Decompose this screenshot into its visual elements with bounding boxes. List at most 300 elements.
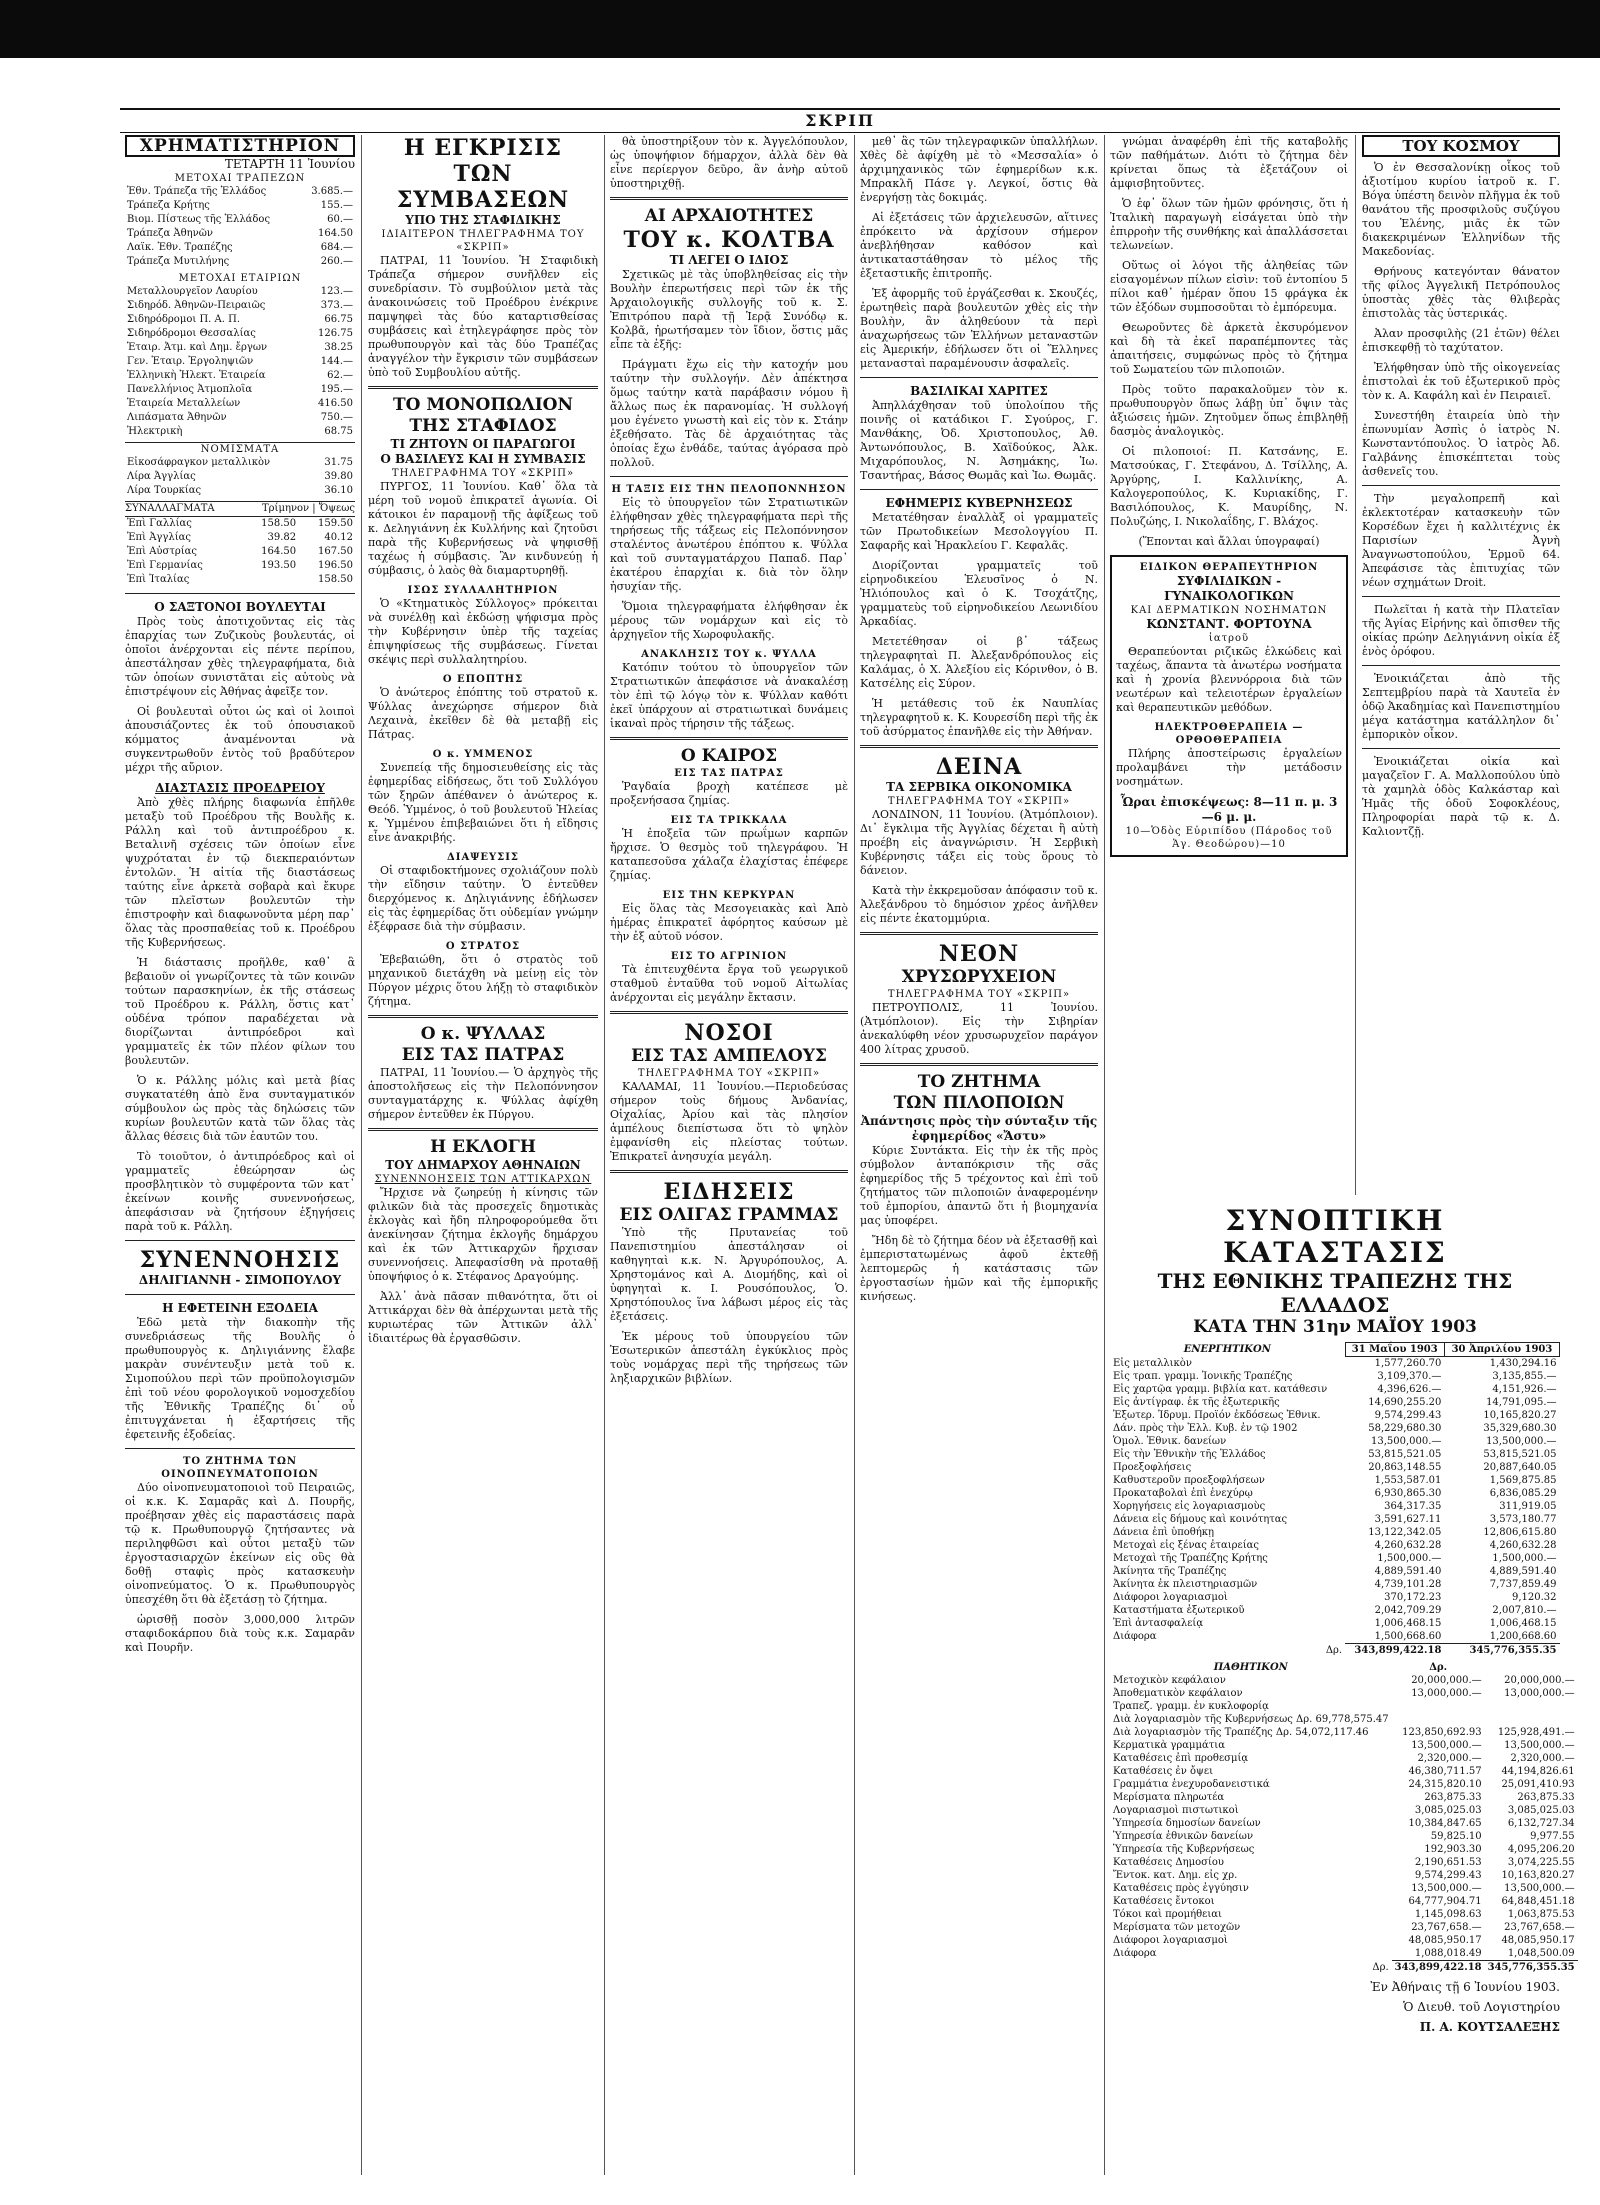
article-text: ΚΑΛΑΜΑΙ, 11 Ἰουνίου.—Περιοδεύσας σήμερον τοὺς δήμους Ἀνδανίας, Οἰχαλίας, Ἀρίου καὶ τὰς πλησίον ἀμπέλους διεπίστωσα ὅτι τὸ ψηλὸν ἐμφανίσθη εἰς πλείστας τούτων. Ἐπικρατεῖ ἀνησυχία μεγάλη. [610,1080,848,1163]
article-text: Κατόπιν τούτου τὸ ὑπουργεῖον τῶν Στρατιωτικῶν ἀπεφάσισε νὰ ἀνακαλέσῃ τὸν ἐπὶ τῷ λόγῳ τὸν κ. Ψύλλαν καθότι ἐκεῖ ὑπάρχουν αἱ στρατιωτικαὶ δυνάμεις ἱκαναὶ πρὸς τήρησιν τῆς τάξεως. [610,661,848,730]
coin-row [125,484,355,498]
company-row-name: Ἑταιρεία Μεταλλείων [127,398,241,409]
passive-row [1110,1895,1578,1908]
currency-label: Δρ. [1429,1662,1448,1673]
heading-ymmenos: Ο κ. ΥΜΜΕΝΟΣ [432,749,534,760]
active-row [1110,1526,1560,1539]
exchange-row-a: 158.50 [261,518,297,529]
heading-eidiseis: ΕΙΔΗΣΕΙΣ [663,1179,795,1205]
share-row-name: Βιομ. Πίστεως τῆς Ἑλλάδος [127,214,271,225]
active-row-name: Εἰς τὴν Ἐθνικὴν τῆς Ἑλλάδος [1113,1449,1266,1460]
active-row-a: 6,930,865.30 [1374,1488,1442,1499]
black-top-bar [0,0,1600,58]
exchange-row-a: 39.82 [267,532,297,543]
active-row-b: 6,836,085.29 [1489,1488,1557,1499]
active-row-a: 4,260,632.28 [1374,1540,1442,1551]
heading-arxaiotites: ΑΙ ΑΡΧΑΙΟΤΗΤΕΣ [644,206,814,226]
company-row [125,285,355,299]
article-text: Θεωροῦντες δὲ ἀρκετὰ ἐκσυρόμενον καὶ δὴ τὰ ἐκεῖ παραπέμποντες τὰς ἀπαιτήσεις, συμφώνως πρὸς τὸ ζήτημα τοῦ Σωματείου τῶν πιλοποιῶν. [1110,321,1348,376]
active-row-a: 1,553,587.01 [1374,1475,1442,1486]
share-row-price: 155.— [320,200,353,211]
ad-line2: ΚΑΙ ΔΕΡΜΑΤΙΚΩΝ ΝΟΣΗΜΑΤΩΝ [1130,605,1328,616]
heading-attikarxon: ΣΥΝΕΝΝΟΗΣΕΙΣ ΤΩΝ ΑΤΤΙΚΑΡΧΩΝ [374,1174,592,1185]
article-text: Ἐδῶ μετὰ τὴν διακοπὴν τῆς συνεδριάσεως τῆς Βουλῆς ὁ πρωθυπουργὸς κ. Δηλιγιάννης ἔλαβε μακρὰν συνέντευξιν μετὰ τοῦ κ. Σιμοπούλου περὶ τῶν προϋπολογισμῶν ἐπὶ τοῦ νέου φορολογικοῦ νομοσχεδίου τῆς Ἐθνικῆς Τραπέζης δι᾽ οὗ ἐπιτυγχάνεται ἡ ἐξαρτήσεις τῆς ἐφετεινῆς ἐξοδείας. [125,1316,355,1441]
exchange-title: ΣΥΝΑΛΛΑΓΜΑΤΑ [125,503,215,514]
passive-row-name: Λογαριασμοὶ πιστωτικοὶ [1113,1805,1239,1816]
company-row-name: Μεταλλουργεῖον Λαυρίου [127,286,258,297]
exchange-header: Τρίμηνον | Ὄψεως [261,503,355,514]
heading-diapseysis: ΔΙΑΨΕΥΣΙΣ [447,852,519,863]
bank-title: ΣΥΝΟΠΤΙΚΗ ΚΑΤΑΣΤΑΣΙΣ [1223,1204,1447,1269]
active-row-a: 13,122,342.05 [1368,1527,1442,1538]
passive-row-b: 48,085,950.17 [1501,1935,1575,1946]
active-row-name: Εἰς τραπ. γραμμ. Ἰονικῆς Τραπέζης [1113,1371,1293,1382]
passive-row-name: Μερίσματα τῶν μετοχῶν [1113,1922,1241,1933]
passive-row [1110,1817,1578,1830]
heading-epoptis: Ο ΕΠΟΠΤΗΣ [442,674,524,685]
active-row-b: 1,200,668.60 [1489,1631,1557,1642]
passive-row-a: 1,145,098.63 [1414,1909,1482,1920]
active-row-a: 1,500,000.— [1377,1553,1442,1564]
active-row-b: 311,919.05 [1499,1501,1557,1512]
passive-row-name: Τραπεζ. γραμμ. ἐν κυκλοφορίᾳ [1113,1701,1269,1712]
active-row-name: Ἐξωτερ. Ἰδρυμ. Προϊόν ἐκδόσεως Ἐθνικ. [1113,1410,1321,1421]
article-text: Ἐξ ἀφορμῆς τοῦ ἐργάζεσθαι κ. Σκουζές, ἐρωτηθεὶς παρὰ βουλευτῶν χθὲς εἰς τὴν Βουλὴν, ἂν ἀληθεύουν τὰ περὶ ἀναχωρήσεως τῶν Ἑλλήνων μεταναστῶν εἰς Ἀμερικήν, ἐδήλωσεν ὅτι οἱ Ἕλληνες μετανασταὶ παραμένουσιν ἀσφαλεῖς. [860,287,1098,370]
active-row-a: 1,500,668.60 [1374,1631,1442,1642]
heading-neon: ΝΕΟΝ [938,941,1020,967]
article-text: Ἐνοικιάζεται ἀπὸ τῆς Σεπτεμβρίου παρὰ τὰ Χαυτεῖα ἐν ὁδῷ Ἀκαδημίας καὶ Πανεπιστημίου μέγα κατάστημα κατάλληλον δι᾽ ἐμπορικὸν οἶκον. [1362,672,1560,741]
heading-deina: ΔΕΙΝΑ [935,754,1023,780]
company-row-price: 416.50 [318,398,353,409]
passive-row-name: Ὑπηρεσία τῆς Κυβερνήσεως [1113,1844,1255,1855]
company-row-price: 66.75 [324,314,353,325]
active-row-name: Διάφοροι λογαριασμοὶ [1113,1592,1228,1603]
article-text: Αἱ ἐξετάσεις τῶν ἀρχιελευσῶν, αἵτινες ἐπρόκειτο νὰ ἀρχίσουν σήμερον ἀνεβλήθησαν καθόσον καὶ ἀντικαταστάθησαν τὸ μέλος τῆς ἐξεταστικῆς ἐπιτροπῆς. [860,211,1098,280]
passive-row [1110,1934,1578,1947]
article-text: ΠΕΤΡΟΥΠΟΛΙΣ, 11 Ἰουνίου. (Ἀτμόπλοιον). Εἰς τὴν Σιβηρίαν ἀνεκαλύφθη νέον χρυσωρυχεῖον παράγον 400 λίτρας χρυσοῦ. [860,1001,1098,1056]
active-row [1110,1500,1560,1513]
active-row-name: Ἐπὶ ἀντασφαλείᾳ [1113,1618,1204,1629]
share-row-name: Τράπεζα Μυτιλήνης [127,256,230,267]
company-row [125,355,355,369]
active-total-a: 343,899,422.18 [1345,1644,1444,1658]
company-row-name: Ἑλληνικὴ Ἠλεκτ. Ἑταιρεία [127,370,266,381]
share-row-name: Ἐθν. Τράπεζα τῆς Ἑλλάδος [127,186,267,197]
active-row-a: 4,739,101.28 [1374,1579,1442,1590]
passive-row-b: 263,875.33 [1517,1792,1575,1803]
heading-ampelous: ΕΙΣ ΤΑΣ ΑΜΠΕΛΟΥΣ [631,1046,827,1066]
active-total-label: Δρ. [1325,1644,1343,1656]
passive-row [1110,1739,1578,1752]
passive-row-name: Καταθέσεις ἐπὶ προθεσμίᾳ [1113,1753,1249,1764]
company-row-price: 373.— [320,300,353,311]
share-row-price: 684.— [320,242,353,253]
exchange-row-name: Ἐπὶ Ἰταλίας [127,574,190,585]
article-text: γνώμαι ἀναφέρθη ἐπὶ τῆς καταβολῆς τῶν παθήμάτων. Διότι τὸ ζήτημα δὲν κρίνεται ὅπως τὰ ἐξετάζουν οἱ ἀμφισβητοῦντες. [1110,135,1348,190]
active-row-b: 1,569,875.85 [1489,1475,1557,1486]
active-row-a: 1,577,260.70 [1374,1358,1442,1369]
passive-row-b [1485,1700,1578,1713]
active-row-b: 53,815,521.05 [1483,1449,1557,1460]
passive-row-name: Ὑπηρεσία δημοσίων δανείων [1113,1818,1261,1829]
passive-row [1110,1804,1578,1817]
telegram-sub: ΤΗΛΕΓΡΑΦΗΜΑ ΤΟΥ «ΣΚΡΙΠ» [887,796,1071,807]
article-text: Πρὸς τοῦτο παρακαλοῦμεν τὸν κ. πρωθυπουργὸν ὅπως λάβῃ ὑπ᾽ ὄψιν τὰς ἀξιώσεις ἡμῶν. Ζητοῦμεν ὅπως ἐπιβληθῇ δασμὸς ἀναλογικὸς. [1110,383,1348,438]
passive-total-a: 343,899,422.18 [1392,1961,1485,1975]
passive-row [1110,1830,1578,1843]
passive-row-a: 13,000,000.— [1411,1688,1482,1699]
passive-row-b: 20,000,000.— [1504,1675,1575,1686]
passive-total-b: 345,776,355.35 [1485,1961,1578,1975]
passive-row [1110,1791,1578,1804]
passive-row-a: 48,085,950.17 [1408,1935,1482,1946]
passive-row [1110,1765,1578,1778]
passive-row [1110,1882,1578,1895]
passive-row-name: Διάφορα [1113,1948,1157,1959]
company-row-name: Σιδηρόδρομοι Θεσσαλίας [127,328,256,339]
active-row-b: 1,006,468.15 [1489,1618,1557,1629]
active-row-name: Εἰς ἀντίγραφ. ἐκ τῆς ἐξωτερικῆς [1113,1397,1280,1408]
article-text: Οἱ σταφιδοκτήμονες σχολιάζουν πολὺ τὴν εἴδησιν ταύτην. Ὁ ἐντεῦθεν διερχόμενος κ. Δηλιγιάννης ἐδήλωσεν εἰς τὰς ἐφημερίδας ὅτι οὐδεμίαν γνώμην ἐξέφρασε διὰ τὴν σύμβασιν. [368,864,598,933]
exchange-row-b: 158.50 [318,574,353,585]
heading-stratos: Ο ΣΤΡΑΤΟΣ [445,941,521,952]
companies-table [125,285,355,439]
passive-row-name: Τόκοι καὶ προμήθειαι [1113,1909,1222,1920]
active-row-b: 10,165,820.27 [1483,1410,1557,1421]
active-row-name: Διάφορα [1113,1631,1157,1642]
article-text: Ἤρχισε νὰ ζωηρεύῃ ἡ κίνησις τῶν φιλικῶν διὰ τὰς προσεχεῖς δημοτικὰς ἐκλογὰς καὶ ἤδη πληροφορούμεθα ὅτι ἀνεκίνησαν ζήτημα ἐκλογῆς δημάρχου καὶ ἐκ τῶν Ἀττικαρχῶν ἤρχισαν συνεννοήσεις. Ἀπεφασίσθη νὰ προταθῇ ὑποψήφιος ὁ κ. Στέφανος Δραγούμης. [368,1186,598,1283]
article-text: Πρὸς τοὺς ἀποτιχοῦντας εἰς τὰς ἐπαρχίας των Ζυζικοὺς βουλευτάς, οἱ ὁποῖοι ἀνέρχονται εἰς πέντε περίπου, ἀπεστάλησαν χθὲς τηλεγραφήματα, διὰ τῶν ὁποίων συνιστᾶται εἰς αὐτοὺς νὰ ἐπιστρέψουν εἰς Ἀθήνας ἀφεῖξε τον. [125,615,355,698]
exchange-row [125,545,355,559]
column-divider [604,135,605,2175]
company-row-price: 62.— [327,370,353,381]
article-text: Ὁ ἐν Θεσσαλονίκῃ οἶκος τοῦ ἀξιοτίμου κυρίου ἰατροῦ κ. Γ. Βόγα ὑπέστη δεινὸν πλῆγμα ἐκ τοῦ θανάτου τῆς προσφιλοῦς συζύγου του Ἑλένης, μιᾶς ἐκ τῶν διακεκριμένων Ἑλληνίδων τῆς Μακεδονίας. [1362,161,1560,258]
heading-eklogi: Η ΕΚΛΟΓΗ [430,1137,536,1157]
article-text: Ἐνοικιάζεται οἰκία καὶ μαγαζεῖον Γ. Α. Μαλλοπούλου ὑπὸ τὰ χαμηλὰ ὁδὸς Καλκάσταρ καὶ Ἡμᾶς τῆς ὁδοῦ Σοφοκλέους, Πληροφορίαι παρὰ τῷ κ. Δ. Καλιοντζῇ. [1362,755,1560,838]
company-row-name: Σιδηρόδρομοι Π. Α. Π. [127,314,240,325]
passive-title: ΠΑΘΗΤΙΚΟΝ [1213,1662,1288,1673]
share-row-price: 60.— [327,214,353,225]
article-text: Μετετέθησαν οἱ β᾽ τάξεως τηλεγραφηταὶ Π. Ἀλεξανδρόπουλος εἰς Καλάμας, ὁ Χ. Ἀλεξίου εἰς Κόρινθον, ὁ Β. Κατσέλης εἰς Σύρον. [860,635,1098,690]
signer-role: Ὁ Διευθ. τοῦ Λογιστηρίου [1403,2000,1560,2014]
active-row-name: Ἀκίνητα τῆς Τραπέζης [1113,1566,1227,1577]
masthead: ΣΚΡΙΠ [120,108,1560,133]
heading-koltva: ΤΟΥ κ. ΚΟΛΤΒΑ [623,227,835,253]
share-row-price: 3.685.— [311,186,353,197]
place-date: Ἐν Ἀθήναις τῇ 6 Ἰουνίου 1903. [1370,1980,1560,1994]
article-text: Τὸ τοιοῦτον, ὁ ἀντιπρόεδρος καὶ οἱ γραμματεῖς ἐθεώρησαν ὡς προσβλητικὸν τὸ συμφέροντα τῶν κατ᾽ ἐκείνων κοινῆς συνεννοήσεως, ἀπεφάσισαν νὰ ζητήσουν ἐξηγήσεις παρὰ τοῦ κ. Ράλλη. [125,1150,355,1233]
article-text: Τὴν μεγαλοπρεπῆ καὶ ἐκλεκτοτέραν κατασκευὴν τῶν Κορσέδων ἔχει ἡ καλλιτέχνις ἐκ Παρισίων Ἀγνὴ Ἀναγνωστοπούλου, Ἑρμοῦ 64. Ἀπεφάσισε τὰς ἐπιτυχίας τῶν νέων σχημάτων Droit. [1362,492,1560,589]
active-row-name: Καθυστεροῦν προεξοφλήσεων [1113,1475,1265,1486]
heading-kyvernisis: ΕΦΗΜΕΡΙΣ ΚΥΒΕΡΝΗΣΕΩΣ [885,496,1073,510]
active-row-name: Δάνεια εἰς δήμους καὶ κοινότητας [1113,1514,1288,1525]
passive-row-name: Ἔντοκ. κατ. Δημ. εἰς χρ. [1113,1870,1238,1881]
active-row [1110,1448,1560,1461]
share-row [125,213,355,227]
exchange-row [125,573,355,587]
coin-row [125,456,355,470]
active-row [1110,1487,1560,1500]
heading-taxeis: Η ΤΑΞΙΣ ΕΙΣ ΤΗΝ ΠΕΛΟΠΟΝΝΗΣΟΝ [611,484,847,495]
heading-kerkyra: ΕΙΣ ΤΗΝ ΚΕΡΚΥΡΑΝ [662,890,796,901]
passive-row [1110,1674,1578,1687]
column-divider [361,135,362,2175]
coin-row-name: Εἰκοσάφραγκον μεταλλικὸν [127,457,271,468]
active-row-b: 13,500,000.— [1486,1436,1557,1447]
exchange-row-b: 159.50 [318,518,353,529]
article-text: Ὅμοια τηλεγραφήματα ἐλήφθησαν ἐκ μέρους τῶν νομάρχων καὶ εἰς τὸ ἀρχηγεῖον τῆς Χωροφυλακῆς. [610,600,848,641]
active-row [1110,1435,1560,1448]
signer-name: Π. Α. ΚΟΥΤΣΑΛΕΞΗΣ [1419,2020,1560,2034]
telegram-sub: ΙΔΙΑΙΤΕΡΟΝ ΤΗΛΕΓΡΑΦΗΜΑ ΤΟΥ «ΣΚΡΙΠ» [381,229,585,253]
company-row [125,425,355,439]
article-text: Ἐκ μέρους τοῦ ὑπουργείου τῶν Ἐσωτερικῶν ἀπεστάλη ἐγκύκλιος πρὸς τοὺς νομάρχας περὶ τῆς τηρήσεως τῶν ληξιαρχικῶν βιβλίων. [610,1330,848,1385]
company-row-price: 195.— [320,384,353,395]
active-row-a: 14,690,255.20 [1368,1397,1442,1408]
company-row [125,369,355,383]
active-row-name: Δάν. πρὸς τὴν Ἑλλ. Κυβ. ἐν τῷ 1902 [1113,1423,1298,1434]
passive-row-name: Καταθέσεις ἐν ὄψει [1113,1766,1214,1777]
column-divider [854,135,855,2175]
passive-row-b: 3,074,225.55 [1507,1857,1575,1868]
exchange-row-b: 196.50 [318,560,353,571]
active-row-b: 9,120.32 [1511,1592,1557,1603]
passive-row-b: 10,163,820.27 [1501,1870,1575,1881]
passive-row [1110,1908,1578,1921]
heading-agrinio: ΕΙΣ ΤΟ ΑΓΡΙΝΙΟΝ [670,951,788,962]
market-date: ΤΕΤΑΡΤΗ 11 Ἰουνίου [224,157,355,171]
column-3 [610,135,848,2175]
active-row [1110,1513,1560,1526]
active-row-name: Μετοχαὶ τῆς Τραπέζης Κρήτης [1113,1553,1268,1564]
active-row [1110,1383,1560,1396]
market-title: ΧΡΗΜΑΤΙΣΤΗΡΙΟΝ [125,135,355,157]
passive-row-name: Ἀποθεματικὸν κεφάλαιον [1113,1688,1243,1699]
article-text: Συνεστήθη ἐταιρεία ὑπὸ τὴν ἐπωνυμίαν Ἀσπὶς ὁ ἰατρὸς Ν. Κωνσταντόπουλος. Ὁ ἰατρὸς Ἀδ. Γαλβάνης ἐπισκέπτεται τοὺς ἀσθενεῖς του. [1362,409,1560,478]
article-text: Εἰς τὸ ὑπουργεῖον τῶν Στρατιωτικῶν ἐλήφθησαν χθὲς τηλεγραφήματα περὶ τῆς τηρήσεως τῆς τάξεως εἰς Πελοπόννησον σταλέντος ἀνωτέρου ἐπόπτου κ. Ψύλλα καὶ τοῦ συνταγματάρχου Παπαδ. Παρ᾽ ἑκατέρου ἐπαρχίαι κ. διὰ τὸν ὅλην ἡσυχίαν τῆς. [610,496,848,593]
exchange-table [125,517,355,587]
active-row-name: Δάνεια ἐπὶ ὑποθήκῃ [1113,1527,1215,1538]
active-row-b: 1,500,000.— [1492,1553,1557,1564]
passive-row-b: 6,132,727.34 [1507,1818,1575,1829]
active-row [1110,1422,1560,1435]
article-text: Ἤδη δὲ τὸ ζήτημα δέον νὰ ἐξετασθῇ καὶ ἐμπεριστατωμένως ἀφοῦ ἐκτεθῇ λεπτομερῶς ἡ κατάστασις τῶν ἐργοστασίων ἡμῶν καὶ τῆς ἐμπορικῆς κινήσεως. [860,1234,1098,1303]
active-row-a: 13,500,000.— [1370,1436,1442,1447]
active-row-b: 4,151,926.— [1492,1384,1557,1395]
active-row-b: 14,791,095.— [1486,1397,1557,1408]
coin-row-name: Λίρα Ἀγγλίας [127,471,196,482]
active-row-b: 3,573,180.77 [1489,1514,1557,1525]
passive-row-a: 9,574,299.43 [1414,1870,1482,1881]
telegram-sub: ΤΗΛΕΓΡΑΦΗΜΑ ΤΟΥ «ΣΚΡΙΠ» [391,468,575,479]
active-row [1110,1370,1560,1383]
passive-row [1110,1869,1578,1882]
coins-table [125,456,355,498]
coin-row-price: 36.10 [324,485,353,496]
company-row-name: Λιπάσματα Ἀθηνῶν [127,412,227,423]
passive-row-b: 9,977.55 [1530,1831,1575,1842]
company-row-price: 126.75 [318,328,353,339]
company-row-price: 750.— [320,412,353,423]
active-row [1110,1539,1560,1552]
company-row [125,327,355,341]
passive-row [1110,1752,1578,1765]
active-row-name: Προεξοφλήσεις [1113,1462,1192,1473]
exchange-row-b: 40.12 [324,532,353,543]
active-row-b: 7,737,859.49 [1489,1579,1557,1590]
article-text: Ὁ κ. Ράλλης μόλις καὶ μετὰ βίας συγκατατέθη ἀπὸ ἕνα συνταγματικόν σύμβουλον ὡς πρὸς τὰς δηλώσεις τῶν κυρίων βουλευτῶν κατὰ τῶν ὅλας τὰς ἄλλας θέσεις διὰ τῶν ἑαυτῶν του. [125,1074,355,1143]
active-row-a: 3,591,627.11 [1374,1514,1442,1525]
active-row-name: Μετοχαὶ εἰς ξένας ἐταιρείας [1113,1540,1259,1551]
passive-row [1110,1856,1578,1869]
heading-servika: ΤΑ ΣΕΡΒΙΚΑ ΟΙΚΟΝΟΜΙΚΑ [886,780,1072,794]
heading-proedreia: ΔΙΑΣΤΑΣΙΣ ΠΡΟΕΔΡΕΙΟΥ [155,781,325,795]
company-row-name: Ἑταιρ. Ἀτμ. καὶ Δημ. ἔργων [127,342,268,353]
company-row-price: 38.25 [324,342,353,353]
article-text: Ἀπὸ χθὲς πλήρης διαφωνία ἐπῆλθε μεταξὺ τοῦ Προέδρου τῆς Βουλῆς κ. Ράλλη καὶ τοῦ ἀντιπροέδρου κ. Βεταλινῆ σχέσεις τῶν ὁποίων εἶνε ψυχρόταται ἐν τῷ διεκπεραιόντων ἐντολῶν. Ἡ αἰτία τῆς διαστάσεως ταύτης εἶνε ἀρκετὰ σοβαρὰ καὶ ἔκυρε τῶν πλεῖστων βουλευτῶν τὴν ἐπιστροφὴν καὶ διαφωνοῦντα μέρη παρ᾽ ὅλας τὰς προσπαθείας τοῦ κ. Προέδρου τῆς Κυβερνήσεως. [125,796,355,949]
heading-symvaseon: ΤΩΝ ΣΥΜΒΑΣΕΩΝ [396,161,570,213]
company-row-price: 123.— [320,286,353,297]
ad-title: ΕΙΔΙΚΟΝ ΘΕΡΑΠΕΥΤΗΡΙΟΝ [1139,562,1319,573]
article-text: ΠΑΤΡΑΙ, 11 Ἰουνίου. Ἡ Σταφιδικὴ Τράπεζα σήμερον συνῆλθεν εἰς συνεδρίασιν. Τὸ συμβούλιον μετὰ τὰς ἀνακοινώσεις τοῦ Προέδρου ἐνέκρινε παμψηφεὶ τὰς δύο καταρτισθείσας συμβάσεις καὶ ἐτηλεγράφησε πρὸς τὸν πρωθυπουργὸν καὶ τὰς δύο Τραπέζας ἀναγγέλον τὴν ἔγκρισιν τῶν συμβάσεων ὑπὸ τοῦ Συμβουλίου αὐτῆς. [368,254,598,379]
passive-row-b: 2,320,000.— [1510,1753,1575,1764]
heading-monopolion: ΤΟ ΜΟΝΟΠΩΛΙΟΝ [392,395,574,415]
passive-row [1110,1713,1578,1726]
exchange-row [125,559,355,573]
passive-row-b: 13,500,000.— [1504,1740,1575,1751]
article-text: Ἡ ἐποξεῖα τῶν πρωΐμων καρπῶν ἤρχισε. Ὁ θεσμὸς τοῦ τηλεγράφου. Ἡ καταπεσοῦσα χάλαζα ἐλαχίστας ἐπέφερε ζημίας. [610,827,848,882]
active-row-a: 58,229,680.30 [1368,1423,1442,1434]
passive-row [1110,1921,1578,1934]
article-text: Ἀλλ᾽ ἀνὰ πᾶσαν πιθανότητα, ὅτι οἱ Ἀττικάρχαι δὲν θὰ ἀπέρχωνται μετὰ τῆς κυριωτέρας τῶν Ἀττικῶν ἀλλ᾽ ἰδιαιτέρως θὰ ἐργασθῶσιν. [368,1290,598,1345]
company-row [125,313,355,327]
exchange-row-name: Ἐπὶ Αὐστρίας [127,546,198,557]
active-row [1110,1461,1560,1474]
company-row [125,397,355,411]
article-text: ΛΟΝΔΙΝΟΝ, 11 Ἰουνίου. (Ἀτμόπλοιον). Δι᾽ ἔγκλιμα τῆς Ἀγγλίας δέχεται ἢ αὐτὴ προέβη εἰς ἀναγνώρισιν. Ἡ Σερβικὴ Κυβέρνησις τάξει εἰς τοὺς ὅρους τὸ δάνειον. [860,808,1098,877]
passive-row [1110,1726,1578,1739]
article-text: Ὁ ἐφ᾽ ὅλων τῶν ἡμῶν φρόνησις, ὅτι ἡ Ἰταλικὴ παραγωγὴ εἰσάγεται ὑπὸ τὴν ἐπιρροὴν τῆς συνθήκης καὶ ἀπαλλάσσεται τελωνείων. [1110,197,1348,252]
passive-row-a: 46,380,711.57 [1408,1766,1482,1777]
article-text: ΠΥΡΓΟΣ, 11 Ἰουνίου. Καθ᾽ ὅλα τὰ μέρη τοῦ νομοῦ ἐπικρατεῖ ἀγωνία. Οἱ κάτοικοι ἐν παραμονῇ τῆς ἀφίξεως τοῦ κ. Δεληγιάννη ἐκ Κυλλήνης καὶ ζητοῦσι παρὰ τῆς Κυβερνήσεως νὰ ψηφισθῇ ταχέως ἡ σύμβασις. Ἂν κινδυνεύῃ ἡ σύμβασις, ὁ λαὸς θὰ διαμαρτυρηθῇ. [368,480,598,577]
passive-row-name: Ὑπηρεσία ἐθνικῶν δανείων [1113,1831,1254,1842]
active-row-name: Χορηγήσεις εἰς λογαριασμοὺς [1113,1501,1266,1512]
passive-row-a: 2,320,000.— [1417,1753,1482,1764]
company-row [125,341,355,355]
passive-row-b: 64,848,451.18 [1501,1896,1575,1907]
passive-row-a: 24,315,820.10 [1408,1779,1482,1790]
passive-row-a: 2,190,651.53 [1414,1857,1482,1868]
article-text: Ῥαγδαία βροχὴ κατέπεσε μὲ προξενήσασα ζημίας. [610,780,848,807]
passive-row [1110,1947,1578,1961]
section-title-kosmos: ΤΟΥ ΚΟΣΜΟΥ [1362,135,1560,157]
share-row-name: Λαϊκ. Ἐθν. Τραπέζης [127,242,233,253]
share-row-name: Τράπεζα Ἀθηνῶν [127,228,213,239]
share-row-name: Τράπεζα Κρήτης [127,200,210,211]
heading-dimarxou: ΤΟΥ ΔΗΜΑΡΧΟΥ ΑΘΗΝΑΙΩΝ [385,1158,581,1172]
heading-legei: ΤΙ ΛΕΓΕΙ Ο ΙΔΙΟΣ [669,253,789,267]
column-1 [125,135,355,2175]
ad-text: Θεραπεύονται ριζικῶς ἐλκώδεις καὶ ταχέως, ἅπαντα τὰ ἀνωτέρω νοσήματα καὶ ἡ χρονία βλεννόρροια διὰ τῶν νεωτέρων καὶ τελειοτέρων ἐργαλείων καὶ θεραπευτικῶν μεθόδων. [1116,645,1342,714]
heading-oinop: ΤΟ ΖΗΤΗΜΑ ΤΩΝ ΟΙΝΟΠΝΕΥΜΑΤΟΠΟΙΩΝ [161,1456,319,1480]
heading-syn-sub: ΔΗΛΙΓΙΑΝΝΗ - ΣΙΜΟΠΟΥΛΟΥ [138,1273,342,1287]
article-text: Ὑπὸ τῆς Πρυτανείας τοῦ Πανεπιστημίου ἀπεστάλησαν οἱ καθηγηταὶ κ.κ. Ν. Ἀργυρόπουλος, Α. Χρηστομάνος καὶ Α. Διομήδης, καὶ οἱ ὑφηγηταὶ κ. Ι. Ρουσόπουλος, Ὁ. Χρηστόπουλος ἵνα λάβωσι μέρος εἰς τὰς ἐξετάσεις. [610,1226,848,1323]
heading-zitoun: ΤΙ ΖΗΤΟΥΝ ΟΙ ΠΑΡΑΓΩΓΟΙ [390,437,576,451]
exchange-row [125,517,355,531]
heading-exodeia: Η ΕΦΕΤΕΙΝΗ ΕΞΟΔΕΙΑ [162,1301,318,1315]
active-row [1110,1604,1560,1617]
coins-title: ΝΟΜΙΣΜΑΤΑ [125,442,355,456]
passive-row [1110,1778,1578,1791]
active-row-a: 1,006,468.15 [1374,1618,1442,1629]
company-row-name: Ἠλεκτρικὴ [127,426,183,437]
article-text: Ἐλήφθησαν ὑπὸ τῆς οἰκογενείας ἐπιστολαὶ ἐκ τοῦ ἐξωτερικοῦ πρὸς τὸν κ. Α. Καφάλη καὶ ἐν Πειραιεῖ. [1362,361,1560,402]
ad-address: 10—Ὁδὸς Εὐριπίδου (Πάροδος τοῦ Ἁγ. Θεοδώρου)—10 [1125,826,1333,850]
article-text: Εἰς ὅλας τὰς Μεσογειακὰς καὶ Ἀπὸ ἡμέρας ἐπικρατεῖ ἀφόρητος καύσων μὲ τὴν ἐξ αὐτοῦ νόσον. [610,902,848,943]
article-text: Διορίζονται γραμματεῖς τοῦ εἰρηνοδικείου Ἑλευσῖνος ὁ Ν. Ἠλιόπουλος καὶ ὁ Κ. Τσοχάτζης, γραμματεὺς τοῦ εἰρηνοδικείου Λεωνιδίου Ἀρκαδίας. [860,559,1098,628]
active-row [1110,1474,1560,1487]
heading-xarites: ΒΑΣΙΛΙΚΑΙ ΧΑΡΙΤΕΣ [910,384,1048,398]
article-text: Ὁ ἀνώτερος ἐπόπτης τοῦ στρατοῦ κ. Ψύλλας ἀνεχώρησε σήμερον διὰ Λεχαινὰ, ἐκεῖθεν δὲ θὰ μεταβῇ εἰς Πάτρας. [368,686,598,741]
passive-row [1110,1687,1578,1700]
heading-trikala: ΕΙΣ ΤΑ ΤΡΙΚΚΑΛΑ [670,815,788,826]
col-header-a: 31 Μαΐου 1903 [1345,1343,1444,1357]
active-row-b: 3,135,855.— [1492,1371,1557,1382]
article-text: Ἡ μετάθεσις τοῦ ἐκ Ναυπλίας τηλεγραφητοῦ κ. Κ. Κουρεσίδη περὶ τῆς ἐκ τοῦ ἀσύρματος ἐπανῆλθε εἰς τὴν Ἀθήναν. [860,697,1098,738]
passive-row-a: 64,777,904.71 [1408,1896,1482,1907]
share-row [125,255,355,269]
company-row-name: Γεν. Ἑταιρ. Ἐργοληψιῶν [127,356,254,367]
passive-row-name: Διὰ λογαριασμὸν τῆς Τραπέζης Δρ. 54,072,117.46 [1113,1727,1369,1738]
heading-zitima: ΤΟ ΖΗΤΗΜΑ [917,1072,1041,1092]
heading-oligas: ΕΙΣ ΟΛΙΓΑΣ ΓΡΑΜΜΑΣ [619,1205,839,1225]
active-row-a: 370,172.23 [1384,1592,1442,1603]
coin-row-price: 39.80 [324,471,353,482]
exchange-row-a [241,573,298,587]
passive-row-a: 59,825.10 [1430,1831,1482,1842]
passive-row [1110,1843,1578,1856]
passive-row-a: 20,000,000.— [1411,1675,1482,1686]
active-row-b: 1,430,294.16 [1489,1358,1557,1369]
article-text: Κύριε Συντάκτα. Εἰς τὴν ἐκ τῆς πρὸς σύμβολον ἀνταπόκρισιν τῆς σᾶς ἐφημερίδος τῆς 5 τρέχοντος καὶ ἐπὶ τοῦ ζητήματος τῶν πιλοποιῶν ἀναφερομένην τοῦ ἐμπορίου, ἀπαντῶ ὅτι ἡ βιομηχανία μας ὑποφέρει. [860,1144,1098,1227]
share-row [125,199,355,213]
heading-vasileus: Ο ΒΑΣΙΛΕΥΣ ΚΑΙ Η ΣΥΜΒΑΣΙΣ [380,452,586,466]
bank-statement [1110,1204,1575,2165]
shares-table [125,185,355,269]
passive-row-name: Κερματικὰ γραμμάτια [1113,1740,1225,1751]
heading-psyllas: Ο κ. ΨΥΛΛΑΣ [420,1024,546,1044]
active-row [1110,1617,1560,1630]
passive-row-b: 125,928,491.— [1497,1727,1575,1738]
active-row [1110,1552,1560,1565]
column-2 [368,135,598,2175]
exchange-row-a: 193.50 [261,560,297,571]
passive-row-b: 23,767,658.— [1504,1922,1575,1933]
exchange-row [125,531,355,545]
heading-egkrisis: Η ΕΓΚΡΙΣΙΣ [403,135,563,161]
article-text: Ἐβεβαιώθη, ὅτι ὁ στρατὸς τοῦ μηχανικοῦ διετάχθη νὰ μείνῃ εἰς τὸν Πύργον μέχρις ὅτου λήξῃ τὸ σταφιδικὸν ζήτημα. [368,953,598,1008]
passive-row-b: 25,091,410.93 [1501,1779,1575,1790]
article-text: Ὁ «Κτηματικὸς Σύλλογος» πρόκειται νὰ συνέλθῃ καὶ ἐκδώσῃ ψήφισμα πρὸς τὴν Κυβέρνησιν ὑπὲρ τῆς ταχείας ἐπιψηφίσεως τῆς συμβάσεως. Γίνεται σκέψις περὶ συλλαλητηρίου. [368,597,598,666]
exchange-row-b: 167.50 [318,546,353,557]
shares-title: ΜΕΤΟΧΑΙ ΤΡΑΠΕΖΩΝ [174,173,306,184]
coin-row-name: Λίρα Τουρκίας [127,485,202,496]
ad-text2: Πλήρης ἀποστείρωσις ἐργαλείων προλαμβάνει τὴν μετάδοσιν νοσημάτων. [1116,747,1342,788]
passive-row-name: Διὰ λογαριασμὸν τῆς Κυβερνήσεως Δρ. 69,778,575.47 [1113,1714,1389,1725]
passive-row-name: Διάφοροι λογαριασμοὶ [1113,1935,1228,1946]
article-text: Σχετικῶς μὲ τὰς ὑποβληθείσας εἰς τὴν Βουλὴν ἐπερωτήσεις περὶ τῶν ἐκ τῆς Ἀρχαιολογικῆς συλλογῆς τοῦ κ. Σ. Ἐπιτρόπου παρὰ τῇ Ἱερᾷ Συνόδῳ κ. Κολβᾶ, ἠρωτήσαμεν τὸν ἴδιον, ὅστις μᾶς εἶπε τὰ ἑξῆς: [610,268,848,351]
passive-row-a: 263,875.33 [1424,1792,1482,1803]
